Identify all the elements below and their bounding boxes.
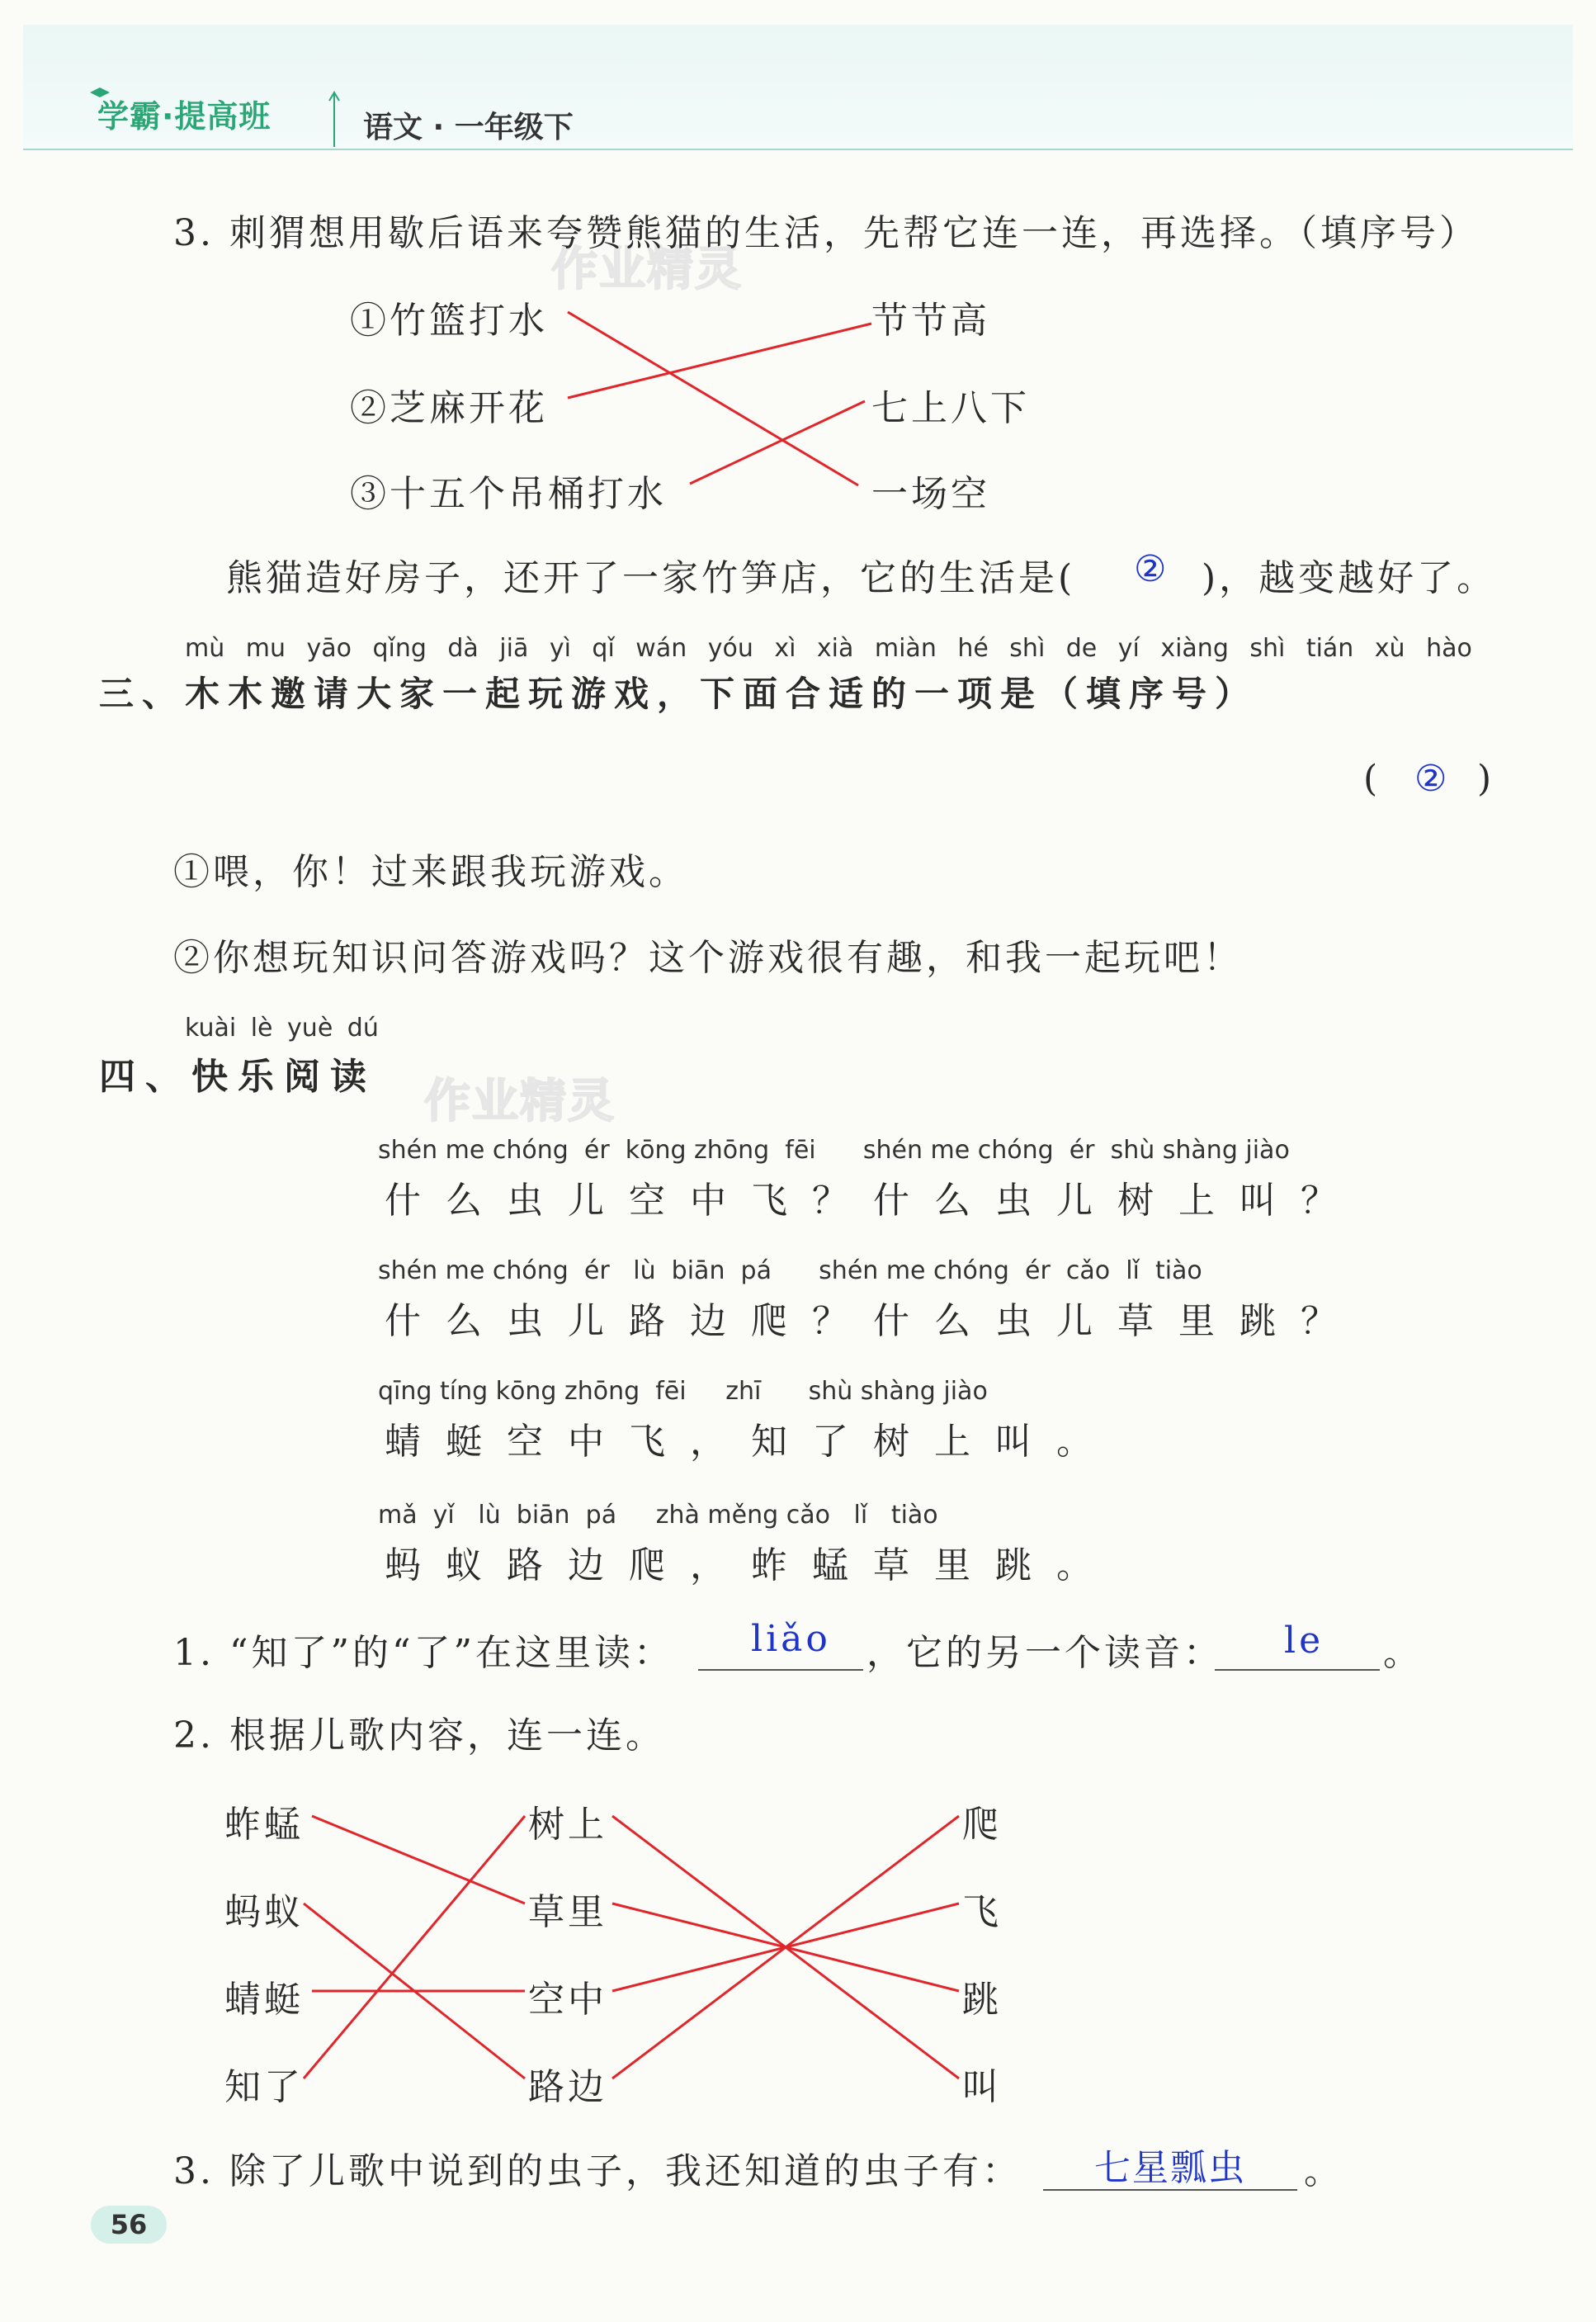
pinyin: mu bbox=[245, 634, 286, 663]
pinyin: shì bbox=[1009, 634, 1046, 663]
pinyin: tián bbox=[1306, 634, 1354, 663]
q3-answer: ② bbox=[1134, 548, 1170, 590]
pinyin: de bbox=[1065, 634, 1098, 663]
pinyin: dà bbox=[447, 634, 479, 663]
match-col3-item: 叫 bbox=[962, 2066, 1002, 2108]
match-col1-item: 蚂蚁 bbox=[224, 1891, 304, 1933]
match-col2-item: 草里 bbox=[528, 1891, 607, 1933]
q4-1-answer-1: liǎo bbox=[751, 1618, 831, 1660]
pinyin: hào bbox=[1426, 634, 1472, 663]
q3-right-3: 一场空 bbox=[871, 473, 990, 515]
q3-sentence-after: )，越变越好了。 bbox=[1202, 557, 1497, 599]
pinyin: yóu bbox=[707, 634, 753, 663]
pinyin: xì bbox=[774, 634, 796, 663]
q3-right-2: 七上八下 bbox=[871, 387, 1030, 429]
poem-line-4: 蚂蚁路边爬，蚱蜢草里跳。 bbox=[385, 1544, 1117, 1587]
pinyin: miàn bbox=[874, 634, 937, 663]
brand-logo: 学霸·提高班 bbox=[97, 98, 272, 135]
section4-pinyin: kuài lè yuè dú bbox=[185, 1014, 379, 1043]
q3-sentence-before: 熊猫造好房子，还开了一家竹笋店，它的生活是( bbox=[226, 557, 1076, 599]
pinyin: xù bbox=[1374, 634, 1405, 663]
pinyin: hé bbox=[957, 634, 989, 663]
section3-paren-open: ( bbox=[1363, 758, 1381, 800]
match-col2-item: 空中 bbox=[528, 1979, 607, 2021]
pinyin: yāo bbox=[306, 634, 352, 663]
q3-left-1: ①竹篮打水 bbox=[350, 300, 548, 342]
watermark: 作业精灵 bbox=[551, 243, 743, 296]
q4-3-text-before: 3. 除了儿歌中说到的虫子，我还知道的虫子有： bbox=[173, 2150, 1022, 2192]
poem-pinyin-4: mǎ yǐ lù biān pá zhà měng cǎo lǐ tiào bbox=[378, 1501, 938, 1530]
match-col2-item: 树上 bbox=[528, 1804, 607, 1846]
q3-right-1: 节节高 bbox=[871, 300, 990, 342]
q3-left-3: ③十五个吊桶打水 bbox=[350, 473, 667, 515]
match-col1-item: 蚱蜢 bbox=[224, 1804, 304, 1846]
poem-line-1: 什么虫儿空中飞？什么虫儿树上叫？ bbox=[385, 1180, 1362, 1222]
poem-pinyin-1: shén me chóng ér kōng zhōng fēi shén me chóng ér shù shàng jiào bbox=[378, 1136, 1290, 1165]
pinyin: jiā bbox=[499, 634, 529, 663]
section3-title: 三、木木邀请大家一起玩游戏，下面合适的一项是（填序号） bbox=[99, 674, 1258, 714]
match-col1-item: 蜻蜓 bbox=[224, 1979, 304, 2021]
pinyin: yì bbox=[549, 634, 571, 663]
q4-3-answer: 七星瓢虫 bbox=[1094, 2147, 1246, 2189]
q4-3-text-end: 。 bbox=[1304, 2150, 1343, 2192]
pinyin: wán bbox=[635, 634, 687, 663]
pinyin: shì bbox=[1249, 634, 1286, 663]
q3-question: 3. 刺猬想用歇后语来夸赞熊猫的生活，先帮它连一连，再选择。（填序号） bbox=[173, 212, 1479, 254]
q4-1-text-end: 。 bbox=[1383, 1632, 1423, 1674]
pinyin: xià bbox=[816, 634, 854, 663]
section3-answer: ② bbox=[1414, 758, 1451, 800]
page-number: 56 bbox=[91, 2206, 167, 2244]
poem-line-2: 什么虫儿路边爬？什么虫儿草里跳？ bbox=[385, 1300, 1362, 1342]
match-line bbox=[304, 1816, 525, 2078]
subject-grade: 语文 · 一年级下 bbox=[363, 111, 574, 144]
pinyin: mù bbox=[185, 634, 225, 663]
q4-1-answer-2: le bbox=[1284, 1620, 1324, 1662]
watermark: 作业精灵 bbox=[424, 1075, 616, 1128]
q4-1-text-before: 1. “知了”的“了”在这里读： bbox=[173, 1632, 673, 1674]
match-line bbox=[312, 1816, 525, 1903]
q4-2-text: 2. 根据儿歌内容，连一连。 bbox=[173, 1714, 665, 1757]
section4-title: 四、快乐阅读 bbox=[99, 1056, 376, 1098]
section3-option-2: ②你想玩知识问答游戏吗？这个游戏很有趣，和我一起玩吧！ bbox=[173, 937, 1243, 979]
pinyin: yí bbox=[1117, 634, 1140, 663]
poem-line-3: 蜻蜓空中飞，知了树上叫。 bbox=[385, 1421, 1117, 1463]
pinyin: qǐng bbox=[372, 634, 427, 663]
poem-pinyin-3: qīng tíng kōng zhōng fēi zhī shù shàng jiào bbox=[378, 1377, 988, 1406]
match-col3-item: 爬 bbox=[962, 1804, 1002, 1846]
q3-left-2: ②芝麻开花 bbox=[350, 387, 548, 429]
section3-option-1: ①喂，你！过来跟我玩游戏。 bbox=[173, 851, 688, 893]
match-col3-item: 跳 bbox=[962, 1979, 1002, 2021]
pinyin: qǐ bbox=[592, 634, 615, 663]
pinyin: xiàng bbox=[1160, 634, 1229, 663]
q4-1-text-middle: ，它的另一个读音： bbox=[866, 1632, 1223, 1674]
match-col3-item: 飞 bbox=[962, 1891, 1002, 1933]
poem-pinyin-2: shén me chóng ér lù biān pá shén me chóng ér cǎo lǐ tiào bbox=[378, 1256, 1202, 1285]
match-col1-item: 知了 bbox=[224, 2066, 304, 2108]
section3-paren-close: ) bbox=[1477, 758, 1495, 800]
match-col2-item: 路边 bbox=[528, 2066, 607, 2108]
